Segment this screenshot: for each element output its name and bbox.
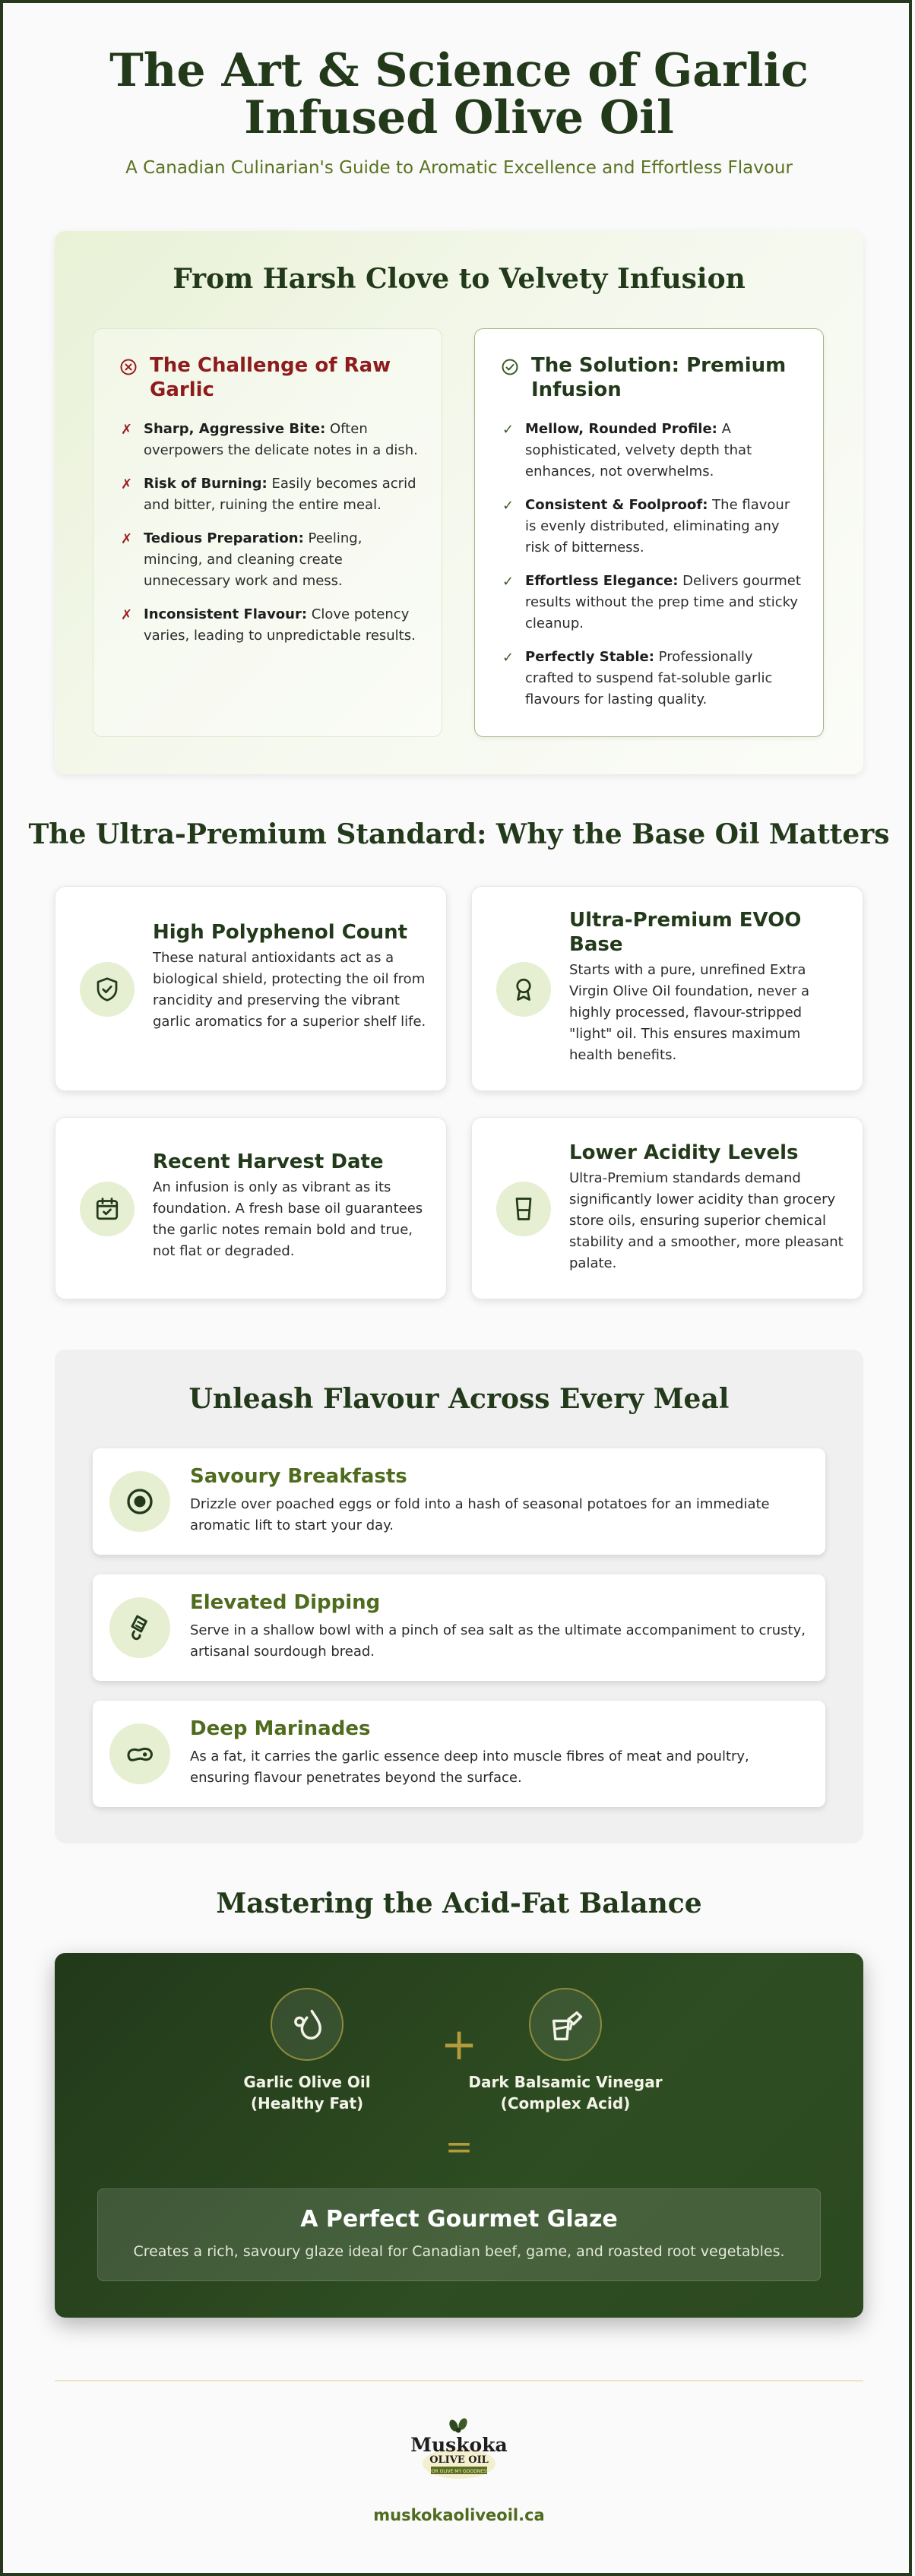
result-box <box>97 2188 821 2281</box>
equals-sign: = <box>445 2128 473 2166</box>
check-circle-icon <box>501 358 519 376</box>
wine-pour-icon <box>529 1988 602 2061</box>
point-label: Sharp, Aggressive Bite: <box>144 421 326 437</box>
list-item <box>119 473 423 516</box>
uses-section <box>55 1350 863 1843</box>
point-text: The flavour is evenly distributed, eliminating any risk of bitterness. <box>525 497 790 555</box>
fat-label <box>193 2071 421 2114</box>
challenge-title: The Challenge of Raw Garlic <box>150 354 391 401</box>
list-item <box>119 604 423 647</box>
feature-card-polyphenol <box>55 886 447 1091</box>
use-title: Elevated Dipping <box>190 1591 381 1614</box>
use-text: As a fat, it carries the garlic essence deep into muscle fibres of meat and poultry, ensuring flavour penetrates beyond the surface. <box>190 1748 749 1786</box>
acid-type: (Complex Acid) <box>500 2094 631 2112</box>
glass-icon <box>496 1182 551 1236</box>
acid-ingredient <box>451 1988 679 2114</box>
balance-panel <box>55 1953 863 2318</box>
solution-card <box>474 328 824 737</box>
challenge-card <box>93 328 442 737</box>
result-title: A Perfect Gourmet Glaze <box>300 2206 618 2233</box>
point-text: Delivers gourmet results without the prep time and sticky cleanup. <box>525 573 801 631</box>
use-card-breakfast <box>93 1448 825 1555</box>
feature-card-evoo <box>471 886 863 1091</box>
point-label: Inconsistent Flavour: <box>144 606 308 622</box>
solution-title: The Solution: Premium Infusion <box>531 354 787 401</box>
list-item <box>119 419 423 461</box>
point-label: Mellow, Rounded Profile: <box>525 421 717 437</box>
solution-list <box>501 419 805 723</box>
svg-text:Muskoka: Muskoka <box>410 2434 508 2456</box>
acid-label <box>451 2071 679 2114</box>
point-text: A sophisticated, velvety depth that enhances, not overwhelms. <box>525 421 752 479</box>
feature-text: Ultra-Premium standards demand significantly lower acidity than grocery store oils, ensuring superior chemical stability and a smoother, more pleasant palate. <box>569 1170 844 1271</box>
use-title: Savoury Breakfasts <box>190 1465 407 1488</box>
comparison-title: From Harsh Clove to Velvety Infusion <box>173 263 746 295</box>
check-mark-icon: ✓ <box>502 422 514 438</box>
feature-text: These natural antioxidants act as a biological shield, protecting the oil from rancidity and preserving the vibrant garlic aromatics for a superior shelf life. <box>153 950 426 1030</box>
website-link[interactable]: muskokaoliveoil.ca <box>373 2506 545 2524</box>
solution-header <box>501 353 805 402</box>
x-mark-icon: ✗ <box>121 531 133 547</box>
comparison-section <box>55 231 863 774</box>
feature-title: Recent Harvest Date <box>153 1150 384 1173</box>
standard-title: The Ultra-Premium Standard: Why the Base Oil Matters <box>28 818 890 850</box>
plus-sign: + <box>440 2018 478 2070</box>
x-mark-icon: ✗ <box>121 607 133 623</box>
list-item <box>501 495 805 559</box>
point-text: Clove potency varies, leading to unpredictable results. <box>144 606 416 644</box>
use-card-dipping <box>93 1574 825 1681</box>
svg-text:FOR OLIVE MY GOODNESS: FOR OLIVE MY GOODNESS <box>429 2469 489 2474</box>
calendar-check-icon <box>80 1182 135 1236</box>
brand-logo[interactable] <box>410 2415 508 2483</box>
page-subtitle: A Canadian Culinarian's Guide to Aromatic Excellence and Effortless Flavour <box>125 158 793 178</box>
point-text: Often overpowers the delicate notes in a dish. <box>144 421 418 458</box>
svg-text:OLIVE OIL: OLIVE OIL <box>429 2454 489 2466</box>
page-title: The Art & Science of Garlic Infused Olive Oil <box>109 44 809 144</box>
uses-title: Unleash Flavour Across Every Meal <box>188 1383 730 1415</box>
point-label: Perfectly Stable: <box>525 649 654 665</box>
result-text: Creates a rich, savoury glaze ideal for Canadian beef, game, and roasted root vegetables. <box>133 2243 785 2260</box>
point-label: Risk of Burning: <box>144 476 268 492</box>
fat-ingredient <box>193 1988 421 2114</box>
use-text: Drizzle over poached eggs or fold into a hash of seasonal potatoes for an immediate aromatic lift to start your day. <box>190 1496 770 1533</box>
x-circle-icon <box>119 358 138 376</box>
feature-text: An infusion is only as vibrant as its foundation. A fresh base oil guarantees the garlic notes remain bold and true, not flat or degraded. <box>153 1179 423 1259</box>
steak-icon <box>109 1723 170 1784</box>
challenge-list <box>119 419 423 659</box>
list-item <box>119 528 423 592</box>
shield-icon <box>80 962 135 1017</box>
challenge-header <box>119 353 423 402</box>
point-text: Professionally crafted to suspend fat-soluble garlic flavours for lasting quality. <box>525 649 773 707</box>
feature-title: Ultra-Premium EVOO Base <box>569 909 802 956</box>
x-mark-icon: ✗ <box>121 422 133 438</box>
award-ribbon-icon <box>496 962 551 1017</box>
feature-card-harvest <box>55 1117 447 1299</box>
use-text: Serve in a shallow bowl with a pinch of sea salt as the ultimate accompaniment to crusty, artisanal sourdough bread. <box>190 1622 806 1660</box>
list-item <box>501 419 805 483</box>
check-mark-icon: ✓ <box>502 650 514 666</box>
egg-icon <box>109 1471 170 1532</box>
use-card-marinade <box>93 1701 825 1807</box>
acid-name: Dark Balsamic Vinegar <box>468 2073 663 2091</box>
feature-title: High Polyphenol Count <box>153 921 408 944</box>
feature-title: Lower Acidity Levels <box>569 1141 799 1164</box>
point-label: Consistent & Foolproof: <box>525 497 708 513</box>
point-text: Easily becomes acrid and bitter, ruining the entire meal. <box>144 476 416 513</box>
check-mark-icon: ✓ <box>502 574 514 590</box>
feature-card-acidity <box>471 1117 863 1299</box>
oil-drop-icon <box>271 1988 344 2061</box>
footer-divider <box>55 2380 863 2381</box>
balance-title: Mastering the Acid-Fat Balance <box>216 1888 702 1919</box>
list-item <box>501 571 805 635</box>
fat-name: Garlic Olive Oil <box>243 2073 371 2091</box>
use-title: Deep Marinades <box>190 1717 371 1740</box>
list-item <box>501 647 805 710</box>
point-label: Tedious Preparation: <box>144 530 304 546</box>
check-mark-icon: ✓ <box>502 498 514 514</box>
bread-dip-icon <box>109 1597 170 1658</box>
fat-type: (Healthy Fat) <box>250 2094 364 2112</box>
x-mark-icon: ✗ <box>121 476 133 492</box>
point-text: Peeling, mincing, and cleaning create unnecessary work and mess. <box>144 530 363 589</box>
feature-text: Starts with a pure, unrefined Extra Virgin Olive Oil foundation, never a highly processed, flavour-stripped "light" oil. This ensures maximum health benefits. <box>569 962 809 1063</box>
point-label: Effortless Elegance: <box>525 573 679 589</box>
